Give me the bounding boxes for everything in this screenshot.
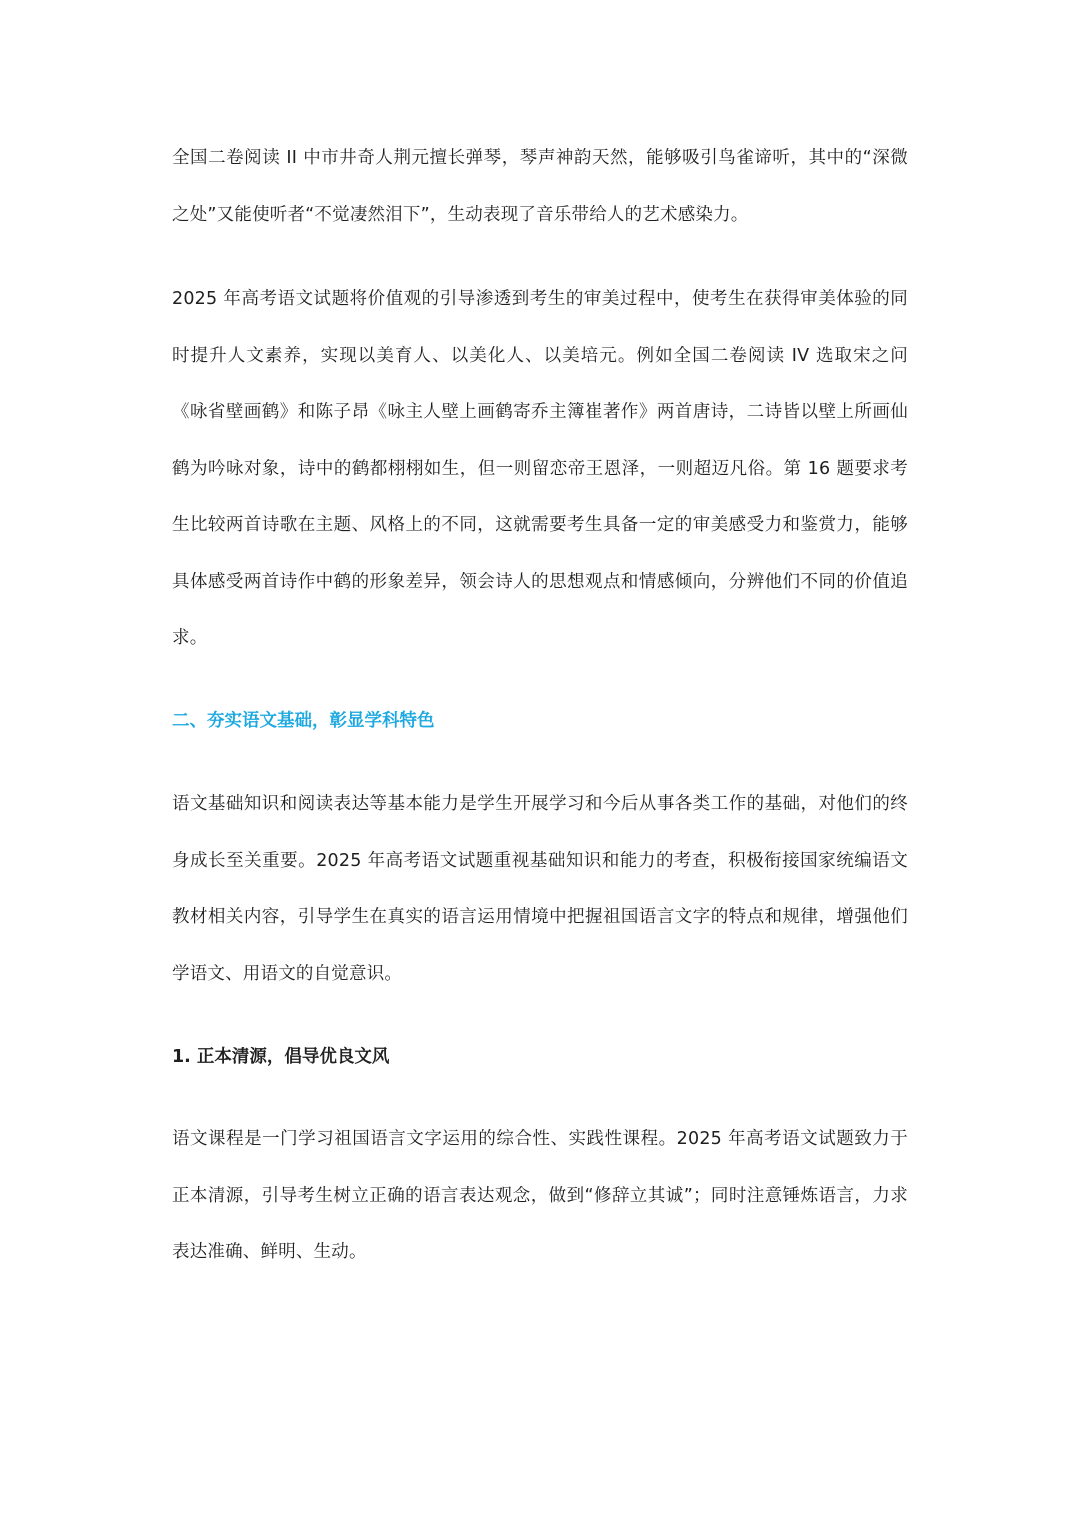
paragraph-music-reading: 全国二卷阅读 II 中市井奇人荆元擅长弹琴，琴声神韵天然，能够吸引鸟雀谛听，其中的“深微之处”又能使听者“不觉凄然泪下”，生动表现了音乐带给人的艺术感染力。 xyxy=(172,148,908,225)
paragraph-language-course: 语文课程是一门学习祖国语言文字运用的综合性、实践性课程。2025 年高考语文试题致力于正本清源，引导考生树立正确的语言表达观念，做到“修辞立其诚”；同时注意锤炼语言，力求表达准确、鲜明、生动。 xyxy=(172,1129,908,1262)
paragraph-aesthetic-values: 2025 年高考语文试题将价值观的引导渗透到考生的审美过程中，使考生在获得审美体验的同时提升人文素养，实现以美育人、以美化人、以美培元。例如全国二卷阅读 IV 选取宋之问《咏省壁画鹤》和陈子昂《咏主人壁上画鹤寄乔主簿崔著作》两首唐诗，二诗皆以壁上所画仙鹤为吟咏对象，诗中的鹤都栩栩如生，但一则留恋帝王恩泽，一则超迈凡俗。第 16 题要求考生比较两首诗歌在主题、风格上的不同，这就需要考生具备一定的审美感受力和鉴赏力，能够具体感受两首诗作中鹤的形象差异，领会诗人的思想观点和情感倾向，分辨他们不同的价值追求。 xyxy=(172,289,908,648)
section-heading-two: 二、夯实语文基础，彰显学科特色 xyxy=(172,711,435,731)
subheading-one: 1. 正本清源，倡导优良文风 xyxy=(172,1047,390,1067)
paragraph-basic-knowledge: 语文基础知识和阅读表达等基本能力是学生开展学习和今后从事各类工作的基础，对他们的终身成长至关重要。2025 年高考语文试题重视基础知识和能力的考查，积极衔接国家统编语文教材相关内容，引导学生在真实的语言运用情境中把握祖国语言文字的特点和规律，增强他们学语文、用语文的自觉意识。 xyxy=(172,794,908,984)
